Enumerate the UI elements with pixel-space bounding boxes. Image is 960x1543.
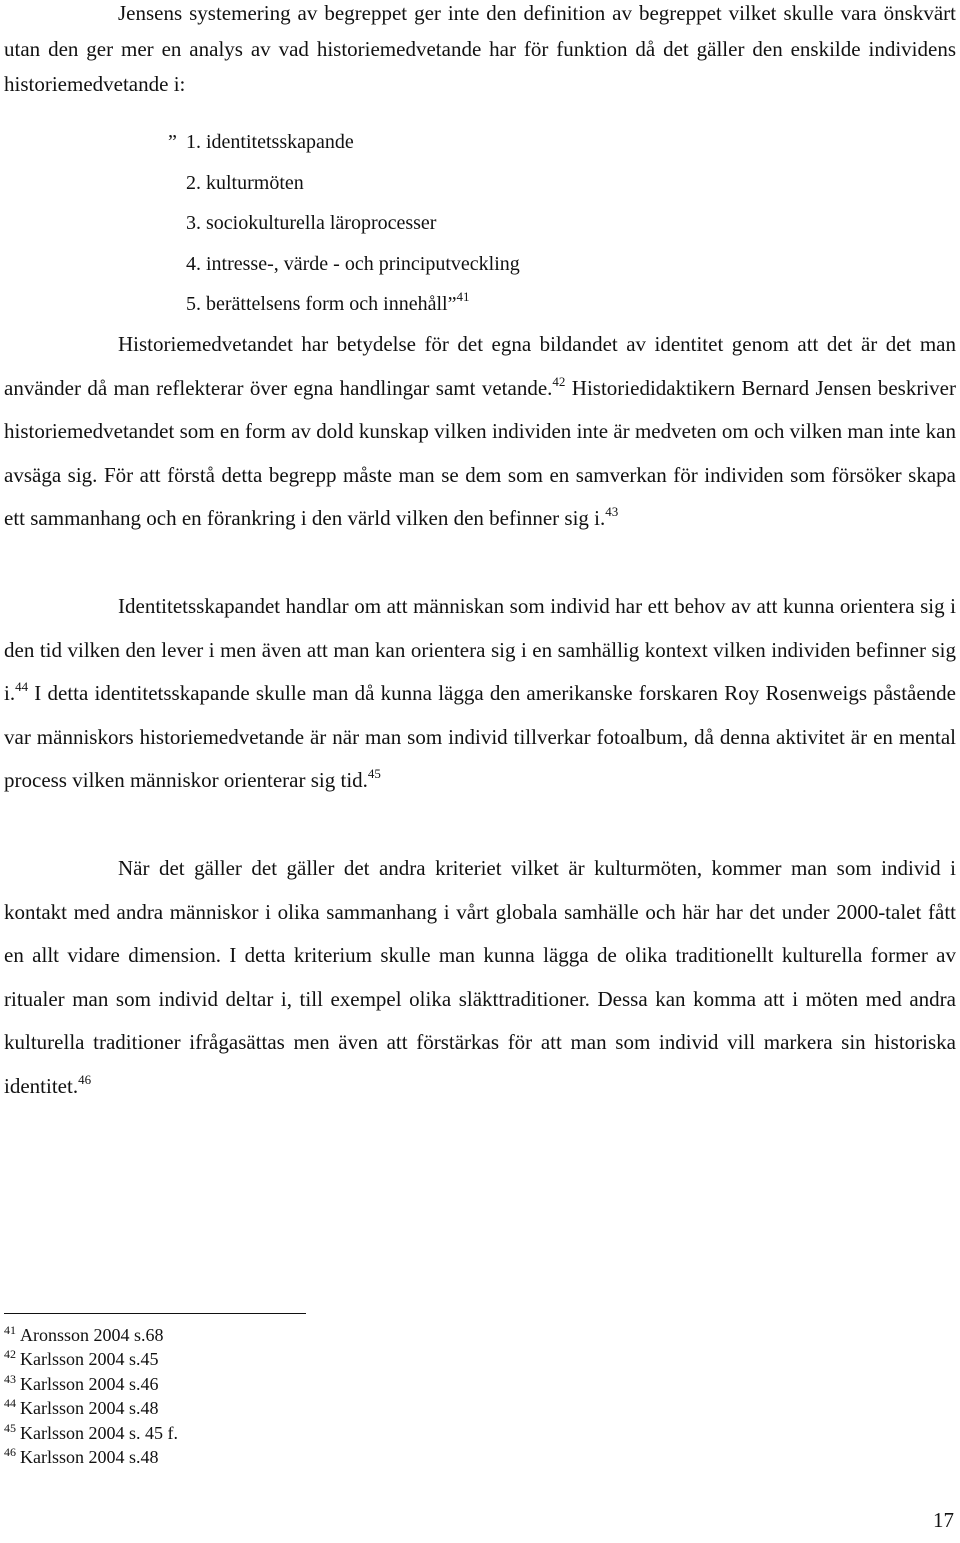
list-item: 5. berättelsens form och innehåll”$^{41}$	[186, 289, 470, 315]
footnotes	[4, 1323, 178, 1469]
footnote-ref: 46	[78, 1071, 92, 1087]
footnote-ref: 41	[456, 289, 470, 304]
footnote: $^{41}$ Aronsson 2004 s.68	[4, 1323, 164, 1345]
paragraph-intro: Jensens systemering av begreppet ger inte den definition av begreppet vilket skulle vara önskvärt utan den ger mer en analys av vad historiemedvetande har för funktion då det gäller den enskilde individens historiemedvetande i:	[4, 1, 956, 96]
criteria-list	[168, 122, 520, 325]
footnote-separator	[4, 1313, 306, 1314]
paragraph-identity: Historiemedvetandet har betydelse för det egna bildandet av identitet genom att det är det man använder då man reflekterar över egna handlingar samt vetande.$^{42}$ Historiedidaktikern Bernard Jensen beskriver historiemedvetandet som en form av dold kunskap vilken individen inte är medveten om och vilken man inte kan avsäga sig. För att förstå detta begrepp måste man se dem som en samverkan för individen som försöker skapa ett sammanhang och en förankring i den värld vilken den befinner sig i.$^{43}$	[4, 332, 956, 531]
footnote-ref: 44	[15, 679, 29, 695]
paragraph-identity-creation: Identitetsskapandet handlar om att människan som individ har ett behov av att kunna orientera sig i den tid vilken den lever i men även att man kan orientera sig i en samhällig kontext vilken individen befinner sig i.$^{44}$ I detta identitetsskapande skulle man då kunna lägga den amerikanske forskaren Roy Rosenweigs påstående var människors historiemedvetande är när man som individ tillverkar fotoalbum, då denna aktivitet är en mental process vilken människor orienterar sig tid.$^{45}$	[4, 594, 956, 793]
list-item: 2. kulturmöten	[186, 171, 304, 194]
list-item: 3. sociokulturella läroprocesser	[186, 212, 437, 234]
footnote: $^{42}$ Karlsson 2004 s.45	[4, 1347, 159, 1370]
footnote-ref: 43	[605, 504, 619, 520]
opening-quote: ”	[168, 131, 177, 153]
page-number: 17	[933, 1508, 954, 1532]
footnote-ref: 45	[367, 766, 381, 782]
footnote: $^{46}$ Karlsson 2004 s.48	[4, 1444, 159, 1467]
footnote: $^{44}$ Karlsson 2004 s.48	[4, 1396, 159, 1419]
list-item: ” 1. identitetsskapande	[168, 122, 520, 163]
paragraph-cultural-meetings: När det gäller det gäller det andra kriteriet vilket är kulturmöten, kommer man som individ i kontakt med andra människor i olika sammanhang i vårt globala samhälle och här har det under 2000-talet fått en allt vidare dimension. I detta kriterium skulle man kunna lägga de olika traditionellt kulturella former av ritualer man som individ deltar i, till exempel olika släkttraditioner. Dessa kan komma att i möten med andra kulturella traditioner ifrågasättas men även att förstärkas för att man som individ vill markera sin historiska identitet.$^{46}$	[4, 856, 956, 1098]
footnote: $^{45}$ Karlsson 2004 s. 45 f.	[4, 1420, 178, 1443]
footnote: $^{43}$ Karlsson 2004 s.46	[4, 1371, 159, 1394]
footnote-ref: 42	[552, 373, 566, 389]
closing-quote: ”	[447, 293, 457, 315]
list-item: 4. intresse-, värde - och principutveckling	[186, 252, 520, 275]
